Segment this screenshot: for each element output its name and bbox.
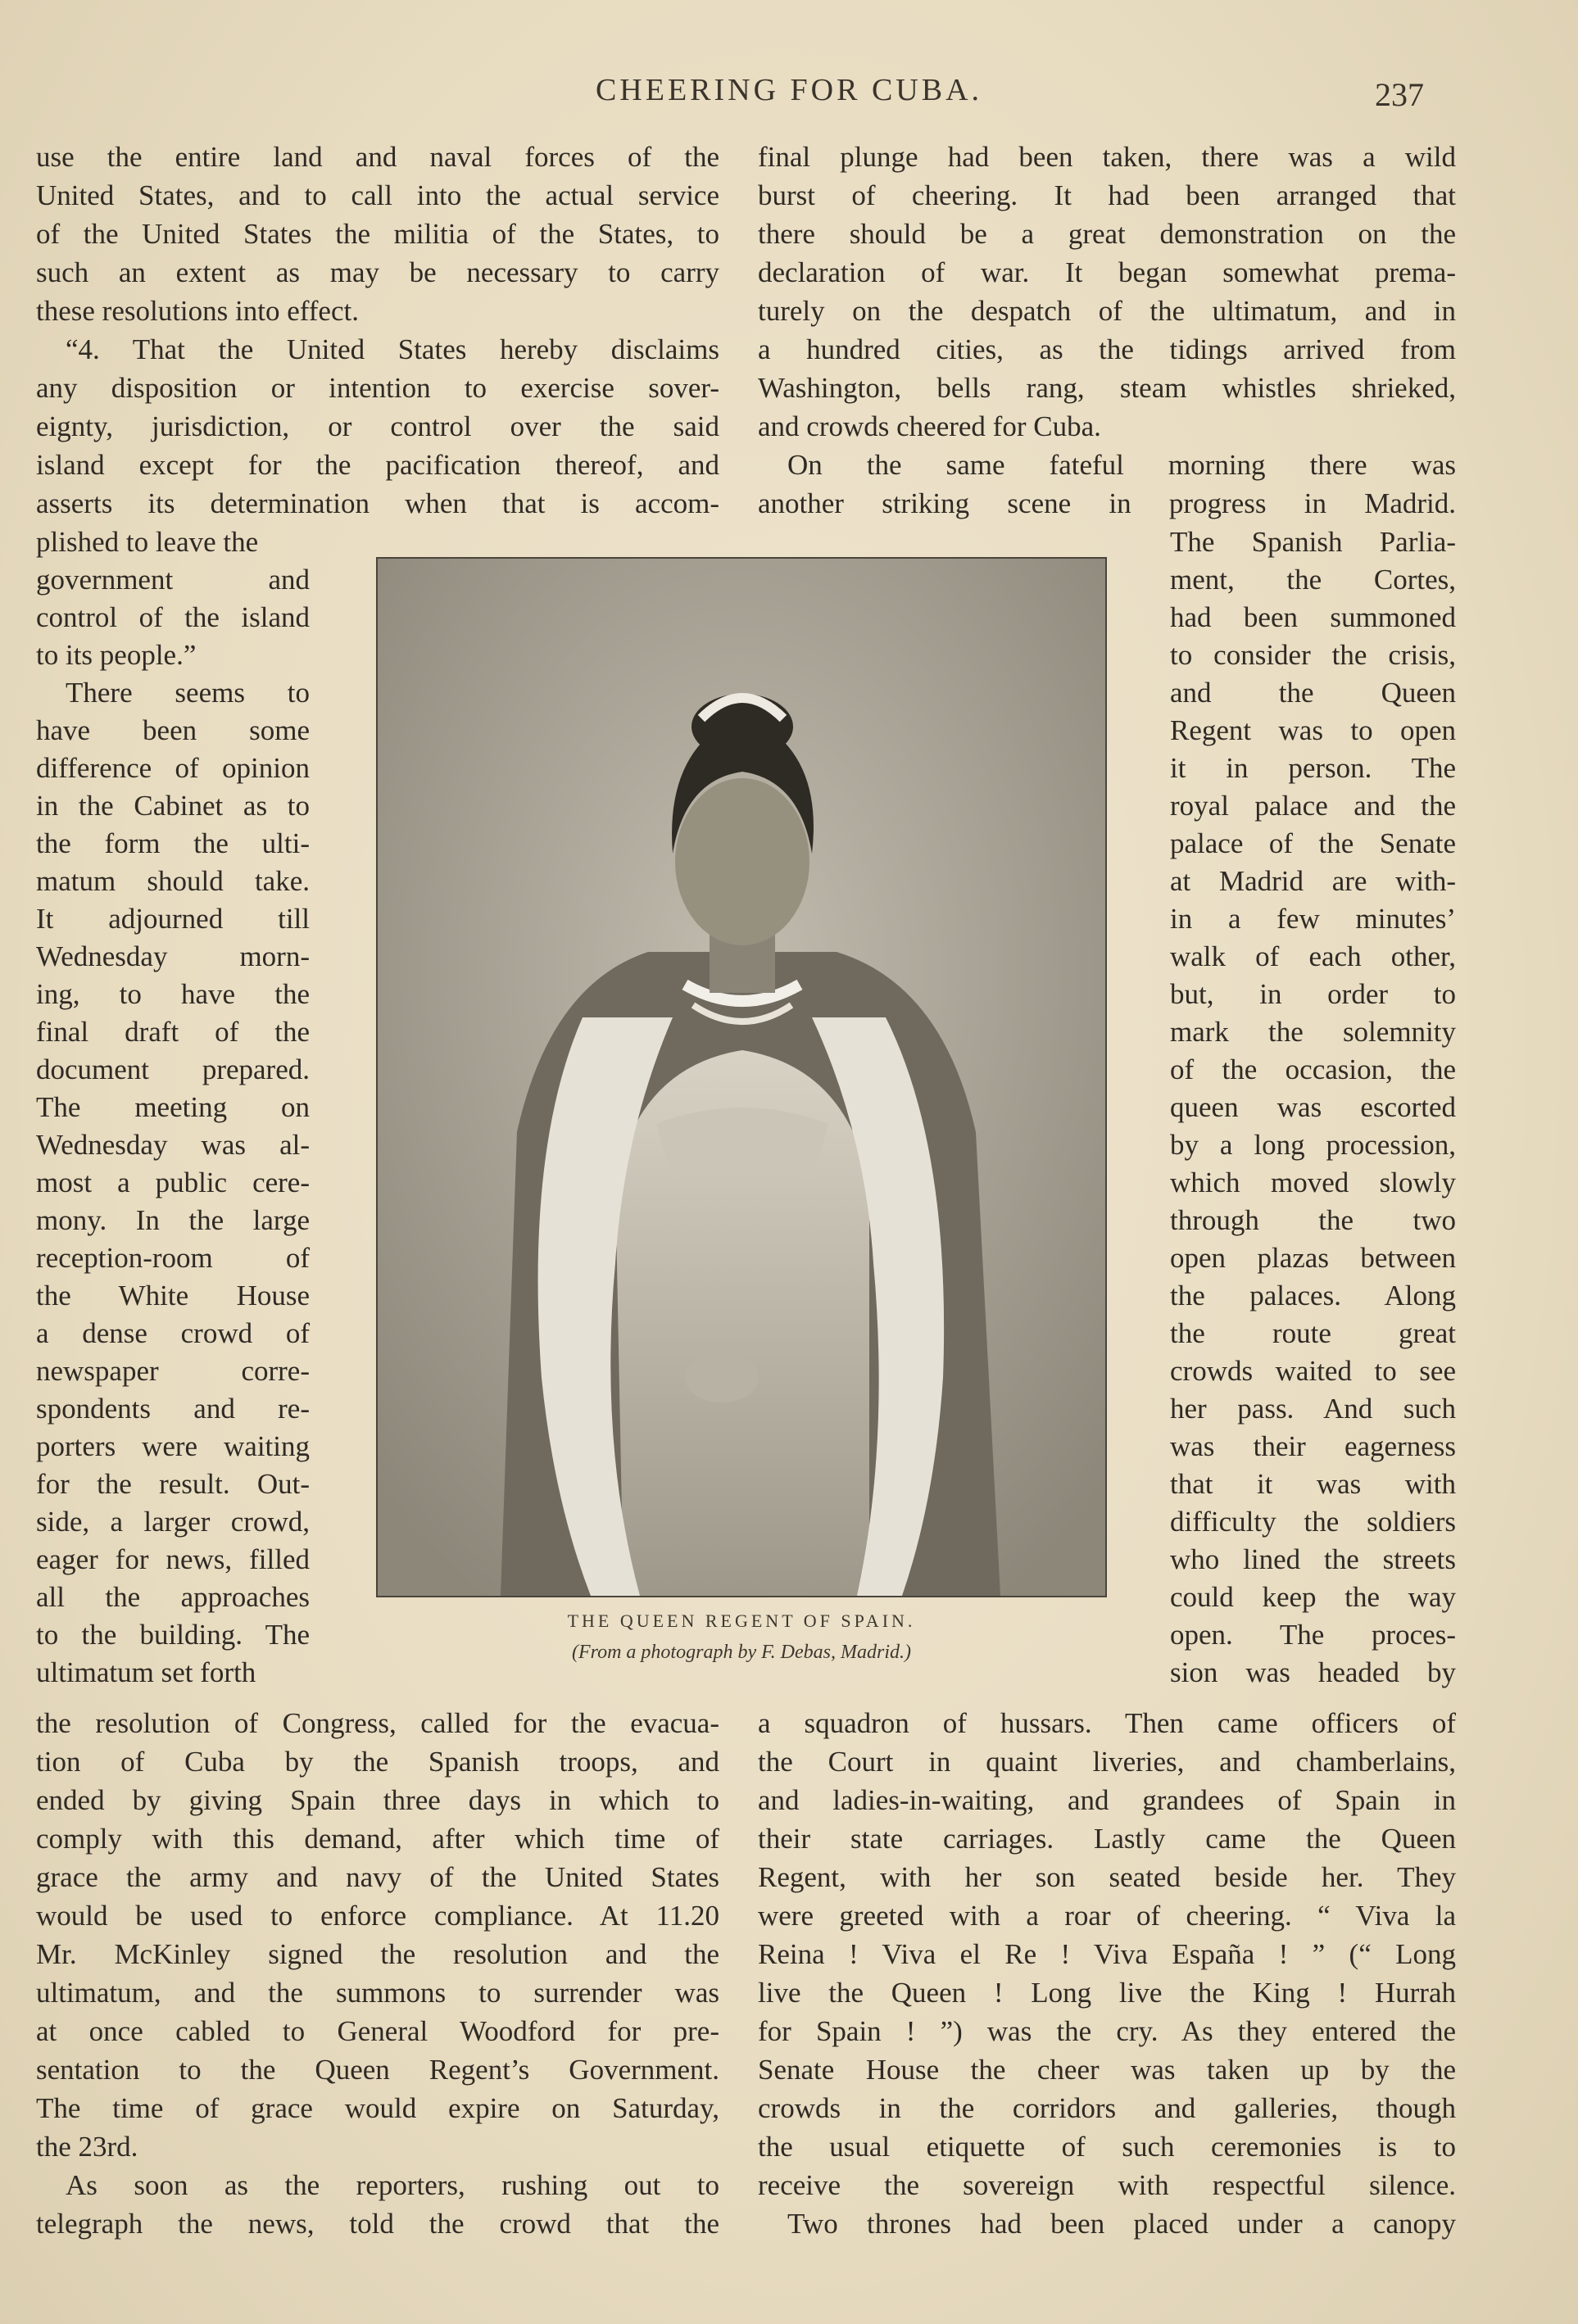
text-line: eager for news, filled: [36, 1543, 310, 1575]
text-line: a hundred cities, as the tidings arrived from: [758, 333, 1456, 365]
text-line: queen was escorted: [1170, 1091, 1456, 1123]
text-line: their state carriages. Lastly came the Queen: [758, 1823, 1456, 1855]
text-line: for Spain ! ”) was the cry. As they entered the: [758, 2015, 1456, 2047]
text-line: a squadron of hussars. Then came officers of: [758, 1707, 1456, 1739]
text-line: at once cabled to General Woodford for pre-: [36, 2015, 719, 2047]
text-line: and the Queen: [1170, 677, 1456, 709]
text-line: to the building. The: [36, 1619, 310, 1651]
text-line: receive the sovereign with respectful silence.: [758, 2169, 1456, 2201]
text-line: newspaper corre-: [36, 1355, 310, 1387]
text-line: there should be a great demonstration on the: [758, 218, 1456, 250]
text-line: the 23rd.: [36, 2131, 138, 2163]
text-line: would be used to enforce compliance. At 11.20: [36, 1900, 719, 1932]
text-line: it in person. The: [1170, 752, 1456, 784]
text-line: tion of Cuba by the Spanish troops, and: [36, 1746, 719, 1778]
text-line: to its people.”: [36, 639, 197, 671]
text-line: difficulty the soldiers: [1170, 1506, 1456, 1538]
text-line: sion was headed by: [1170, 1656, 1456, 1688]
text-line: control of the island: [36, 601, 310, 633]
text-line: grace the army and navy of the United States: [36, 1861, 719, 1893]
text-line: mark the solemnity: [1170, 1016, 1456, 1048]
text-line: such an extent as may be necessary to carry: [36, 256, 719, 288]
text-line: a dense crowd of: [36, 1317, 310, 1349]
text-line: Wednesday was al-: [36, 1129, 310, 1161]
text-line: spondents and re-: [36, 1393, 310, 1425]
text-line: The meeting on: [36, 1091, 310, 1123]
text-line: Regent was to open: [1170, 714, 1456, 746]
text-line: The time of grace would expire on Saturday,: [36, 2092, 719, 2124]
text-line: final draft of the: [36, 1016, 310, 1048]
text-line: had been summoned: [1170, 601, 1456, 633]
text-line: difference of opinion: [36, 752, 310, 784]
text-line: Two thrones had been placed under a canopy: [787, 2208, 1456, 2240]
text-line: United States, and to call into the actual service: [36, 179, 719, 211]
text-line: The Spanish Parlia-: [1170, 526, 1456, 558]
text-line: in the Cabinet as to: [36, 790, 310, 822]
text-line: the route great: [1170, 1317, 1456, 1349]
text-line: who lined the streets: [1170, 1543, 1456, 1575]
text-line: declaration of war. It began somewhat prema-: [758, 256, 1456, 288]
text-line: porters were waiting: [36, 1430, 310, 1462]
text-line: that it was with: [1170, 1468, 1456, 1500]
text-line: matum should take.: [36, 865, 310, 897]
text-line: comply with this demand, after which time of: [36, 1823, 719, 1855]
text-line: open. The proces-: [1170, 1619, 1456, 1651]
text-line: any disposition or intention to exercise sover-: [36, 372, 719, 404]
text-line: On the same fateful morning there was: [787, 449, 1456, 481]
text-line: the White House: [36, 1280, 310, 1311]
text-line: the usual etiquette of such ceremonies is to: [758, 2131, 1456, 2163]
text-line: live the Queen ! Long live the King ! Hurrah: [758, 1977, 1456, 2009]
text-line: turely on the despatch of the ultimatum, and in: [758, 295, 1456, 327]
queen-portrait-illustration: [378, 559, 1105, 1596]
text-line: Washington, bells rang, steam whistles shrieked,: [758, 372, 1456, 404]
page-number: 237: [1375, 76, 1424, 113]
text-line: all the approaches: [36, 1581, 310, 1613]
text-line: through the two: [1170, 1204, 1456, 1236]
figure-caption: THE QUEEN REGENT OF SPAIN.: [567, 1610, 916, 1631]
text-line: at Madrid are with-: [1170, 865, 1456, 897]
text-line: asserts its determination when that is accom-: [36, 487, 719, 519]
text-line: these resolutions into effect.: [36, 295, 359, 327]
text-line: side, a larger crowd,: [36, 1506, 310, 1538]
running-title: CHEERING FOR CUBA.: [595, 73, 983, 107]
text-line: but, in order to: [1170, 978, 1456, 1010]
text-line: of the United States the militia of the States, to: [36, 218, 719, 250]
text-line: and ladies-in-waiting, and grandees of Spain in: [758, 1784, 1456, 1816]
text-line: palace of the Senate: [1170, 827, 1456, 859]
text-line: reception-room of: [36, 1242, 310, 1274]
text-line: telegraph the news, told the crowd that the: [36, 2208, 719, 2240]
text-line: and crowds cheered for Cuba.: [758, 410, 1101, 442]
text-line: sentation to the Queen Regent’s Government.: [36, 2054, 719, 2086]
text-line: ing, to have the: [36, 978, 310, 1010]
text-line: of the occasion, the: [1170, 1053, 1456, 1085]
text-line: her pass. And such: [1170, 1393, 1456, 1425]
text-line: have been some: [36, 714, 310, 746]
text-line: use the entire land and naval forces of the: [36, 141, 719, 173]
text-line: burst of cheering. It had been arranged that: [758, 179, 1456, 211]
text-line: ended by giving Spain three days in which to: [36, 1784, 719, 1816]
text-line: could keep the way: [1170, 1581, 1456, 1613]
text-line: “4. That the United States hereby disclaims: [66, 333, 719, 365]
text-line: was their eagerness: [1170, 1430, 1456, 1462]
text-line: were greeted with a roar of cheering. “ Viva la: [758, 1900, 1456, 1932]
text-line: walk of each other,: [1170, 940, 1456, 972]
text-line: As soon as the reporters, rushing out to: [66, 2169, 719, 2201]
text-line: crowds in the corridors and galleries, though: [758, 2092, 1456, 2124]
text-line: mony. In the large: [36, 1204, 310, 1236]
text-line: in a few minutes’: [1170, 903, 1456, 935]
text-line: for the result. Out-: [36, 1468, 310, 1500]
text-line: document prepared.: [36, 1053, 310, 1085]
text-line: the form the ulti-: [36, 827, 310, 859]
text-line: Mr. McKinley signed the resolution and the: [36, 1938, 719, 1970]
text-line: crowds waited to see: [1170, 1355, 1456, 1387]
portrait-photograph: [376, 557, 1107, 1597]
text-line: government and: [36, 564, 310, 596]
text-line: most a public cere-: [36, 1167, 310, 1198]
text-line: another striking scene in progress in Madrid.: [758, 487, 1456, 519]
text-line: Senate House the cheer was taken up by the: [758, 2054, 1456, 2086]
text-line: island except for the pacification thereof, and: [36, 449, 719, 481]
text-line: plished to leave the: [36, 526, 259, 558]
text-line: There seems to: [66, 677, 310, 709]
text-line: the Court in quaint liveries, and chamberlains,: [758, 1746, 1456, 1778]
text-line: Wednesday morn-: [36, 940, 310, 972]
text-line: final plunge had been taken, there was a wild: [758, 141, 1456, 173]
text-line: which moved slowly: [1170, 1167, 1456, 1198]
text-line: ultimatum, and the summons to surrender was: [36, 1977, 719, 2009]
text-line: the resolution of Congress, called for the evacua-: [36, 1707, 719, 1739]
text-line: eignty, jurisdiction, or control over the said: [36, 410, 719, 442]
text-line: ment, the Cortes,: [1170, 564, 1456, 596]
text-line: to consider the crisis,: [1170, 639, 1456, 671]
figure-credit: (From a photograph by F. Debas, Madrid.): [572, 1642, 911, 1663]
text-line: the palaces. Along: [1170, 1280, 1456, 1311]
text-line: royal palace and the: [1170, 790, 1456, 822]
text-line: ultimatum set forth: [36, 1656, 256, 1688]
text-line: It adjourned till: [36, 903, 310, 935]
text-line: by a long procession,: [1170, 1129, 1456, 1161]
text-line: Regent, with her son seated beside her. They: [758, 1861, 1456, 1893]
text-line: open plazas between: [1170, 1242, 1456, 1274]
text-line: Reina ! Viva el Re ! Viva España ! ” (“ Long: [758, 1938, 1456, 1970]
